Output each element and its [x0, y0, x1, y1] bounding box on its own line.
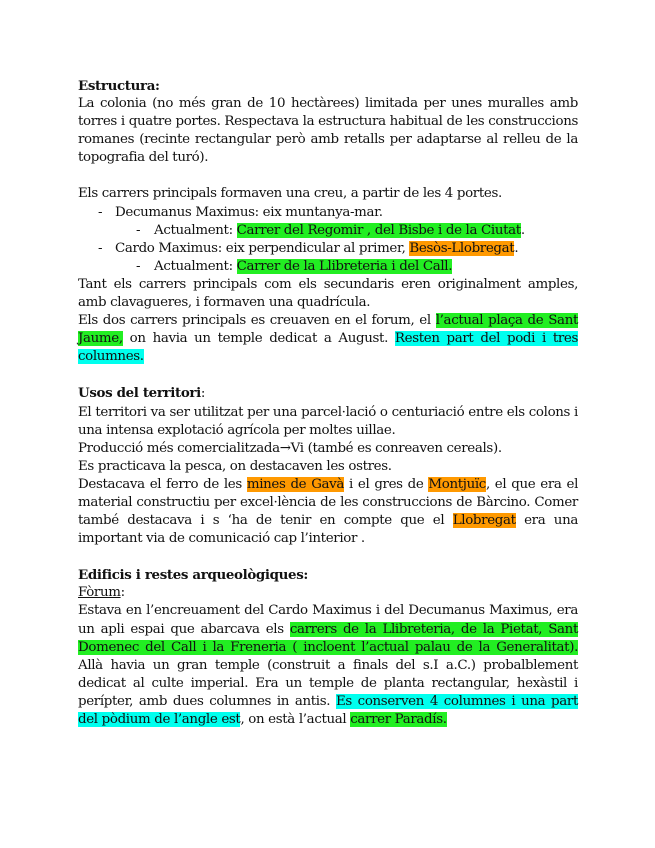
decumanus-text: Decumanus Maximus: eix muntanya-mar. [115, 204, 383, 220]
highlight-llobregat: Llobregat [452, 513, 516, 529]
arrow-glyph: → [279, 440, 291, 456]
heading-usos: Usos del territori [78, 385, 201, 402]
text-run: Els dos carrers principals es creuaven en el forum, el [78, 313, 436, 329]
list-dash: - [98, 240, 103, 256]
list-dash: - [136, 258, 141, 274]
heading-edificis: Edificis i restes arqueològiques: [78, 567, 309, 584]
list-dash: - [136, 222, 141, 238]
highlight-decumanus-streets: Carrer del Regomir , del Bisbe i de la Ciutat [236, 222, 521, 238]
text-run: Vi (també es conreaven cereals). [290, 440, 502, 456]
period: . [520, 222, 525, 238]
text-run: Estava en l’encreuament del Cardo Maximus i del Decumanus Maximus, era un apli espai que abarcava els [78, 603, 578, 637]
text-run: Producció més comercialitzada [78, 440, 280, 456]
paragraph-forum-creuament [78, 312, 578, 366]
text-run: , on està l’actual [240, 712, 351, 727]
heading-usos-row [78, 384, 578, 403]
list-subitem-decumanus-actual [78, 222, 578, 240]
subheading-forum: Fòrum [78, 585, 121, 601]
paragraph-territori: El territori va ser utilitzat per una parcel·lació o centuriació entre els colons i una intensa explotació agrícola per moltes uillae. [78, 404, 578, 438]
actualment-label: Actualment: [154, 222, 237, 238]
highlight-columnes-podium: Es conserven 4 columnes i una part del pòdium de l’angle est [78, 693, 578, 727]
paragraph-quadricula: Tant els carrers principals com els secundaris eren originalment amples, amb clavagueres, i formaven una quadrícula. [78, 276, 578, 311]
text-run: era una important via de comunicació cap l’interior . [78, 513, 578, 547]
heading-colon: : [200, 386, 206, 402]
text-run: on havia un temple dedicat a August. [122, 331, 395, 347]
highlight-podi-columnes: Resten part del podi i tres columnes. [78, 331, 579, 365]
list-dash: - [98, 204, 103, 220]
highlight-carrer-paradis: carrer Paradís. [350, 712, 447, 727]
heading-colon: : [120, 585, 125, 601]
text-run: , el que era el material constructiu per excel·lència de les construccions de Bàrcino. Comer també destacava i s ‘ha de tenir en compte que el [78, 476, 579, 529]
heading-estructura: Estructura: [78, 78, 160, 94]
actualment-label: Actualment: [154, 258, 237, 274]
paragraph-carrers-principals: Els carrers principals formaven una creu, a partir de les 4 portes. [78, 186, 502, 202]
list-item-cardo [78, 240, 578, 258]
highlight-montjuic: Montjuïc [428, 476, 486, 492]
subheading-forum-row [78, 584, 578, 602]
list-item-decumanus [78, 204, 578, 222]
text-run: Destacava el ferro de les [78, 476, 247, 492]
highlight-besos-llobregat: Besòs-Llobregat [409, 240, 515, 256]
text-run: Allà havia un gran temple (construit a finals del s.I a.C.) probalblement dedicat al culte imperial. Era un temple de planta rectangular, hexàstil i perípter, amb dues columnes in antis. [78, 657, 578, 709]
blank-line [78, 167, 578, 185]
paragraph-ferro-gres [78, 476, 578, 548]
highlight-mines-gava: mines de Gavà [246, 476, 345, 492]
period: . [514, 240, 519, 256]
highlight-placa-sant-jaume: l’actual plaça de Sant Jaume, [78, 313, 578, 347]
text-run: i el gres de [344, 476, 429, 492]
cardo-text: Cardo Maximus: eix perpendicular al primer, [115, 240, 410, 256]
paragraph-pesca: Es practicava la pesca, on destacaven les ostres. [78, 458, 392, 474]
paragraph-colonia: La colonia (no més gran de 10 hectàrees) limitada per unes muralles amb torres i quatre portes. Respectava la estructura habitual de les construccions romanes (recinte rectangular però amb retalls per adaptarse al relleu de la topografia del turó). [78, 96, 578, 166]
paragraph-produccio [78, 440, 578, 458]
highlight-cardo-streets: Carrer de la Llibreteria i del Call. [236, 258, 453, 274]
blank-line [78, 366, 578, 384]
document-body [78, 77, 578, 729]
list-subitem-cardo-actual [78, 258, 578, 276]
blank-line [78, 548, 578, 566]
highlight-carrers-forum: carrers de la Llibreteria, de la Pietat, Sant Domenec del Call i la Freneria ( incloent l’actual palau de la Generalitat). [78, 621, 578, 655]
paragraph-forum [78, 602, 578, 729]
